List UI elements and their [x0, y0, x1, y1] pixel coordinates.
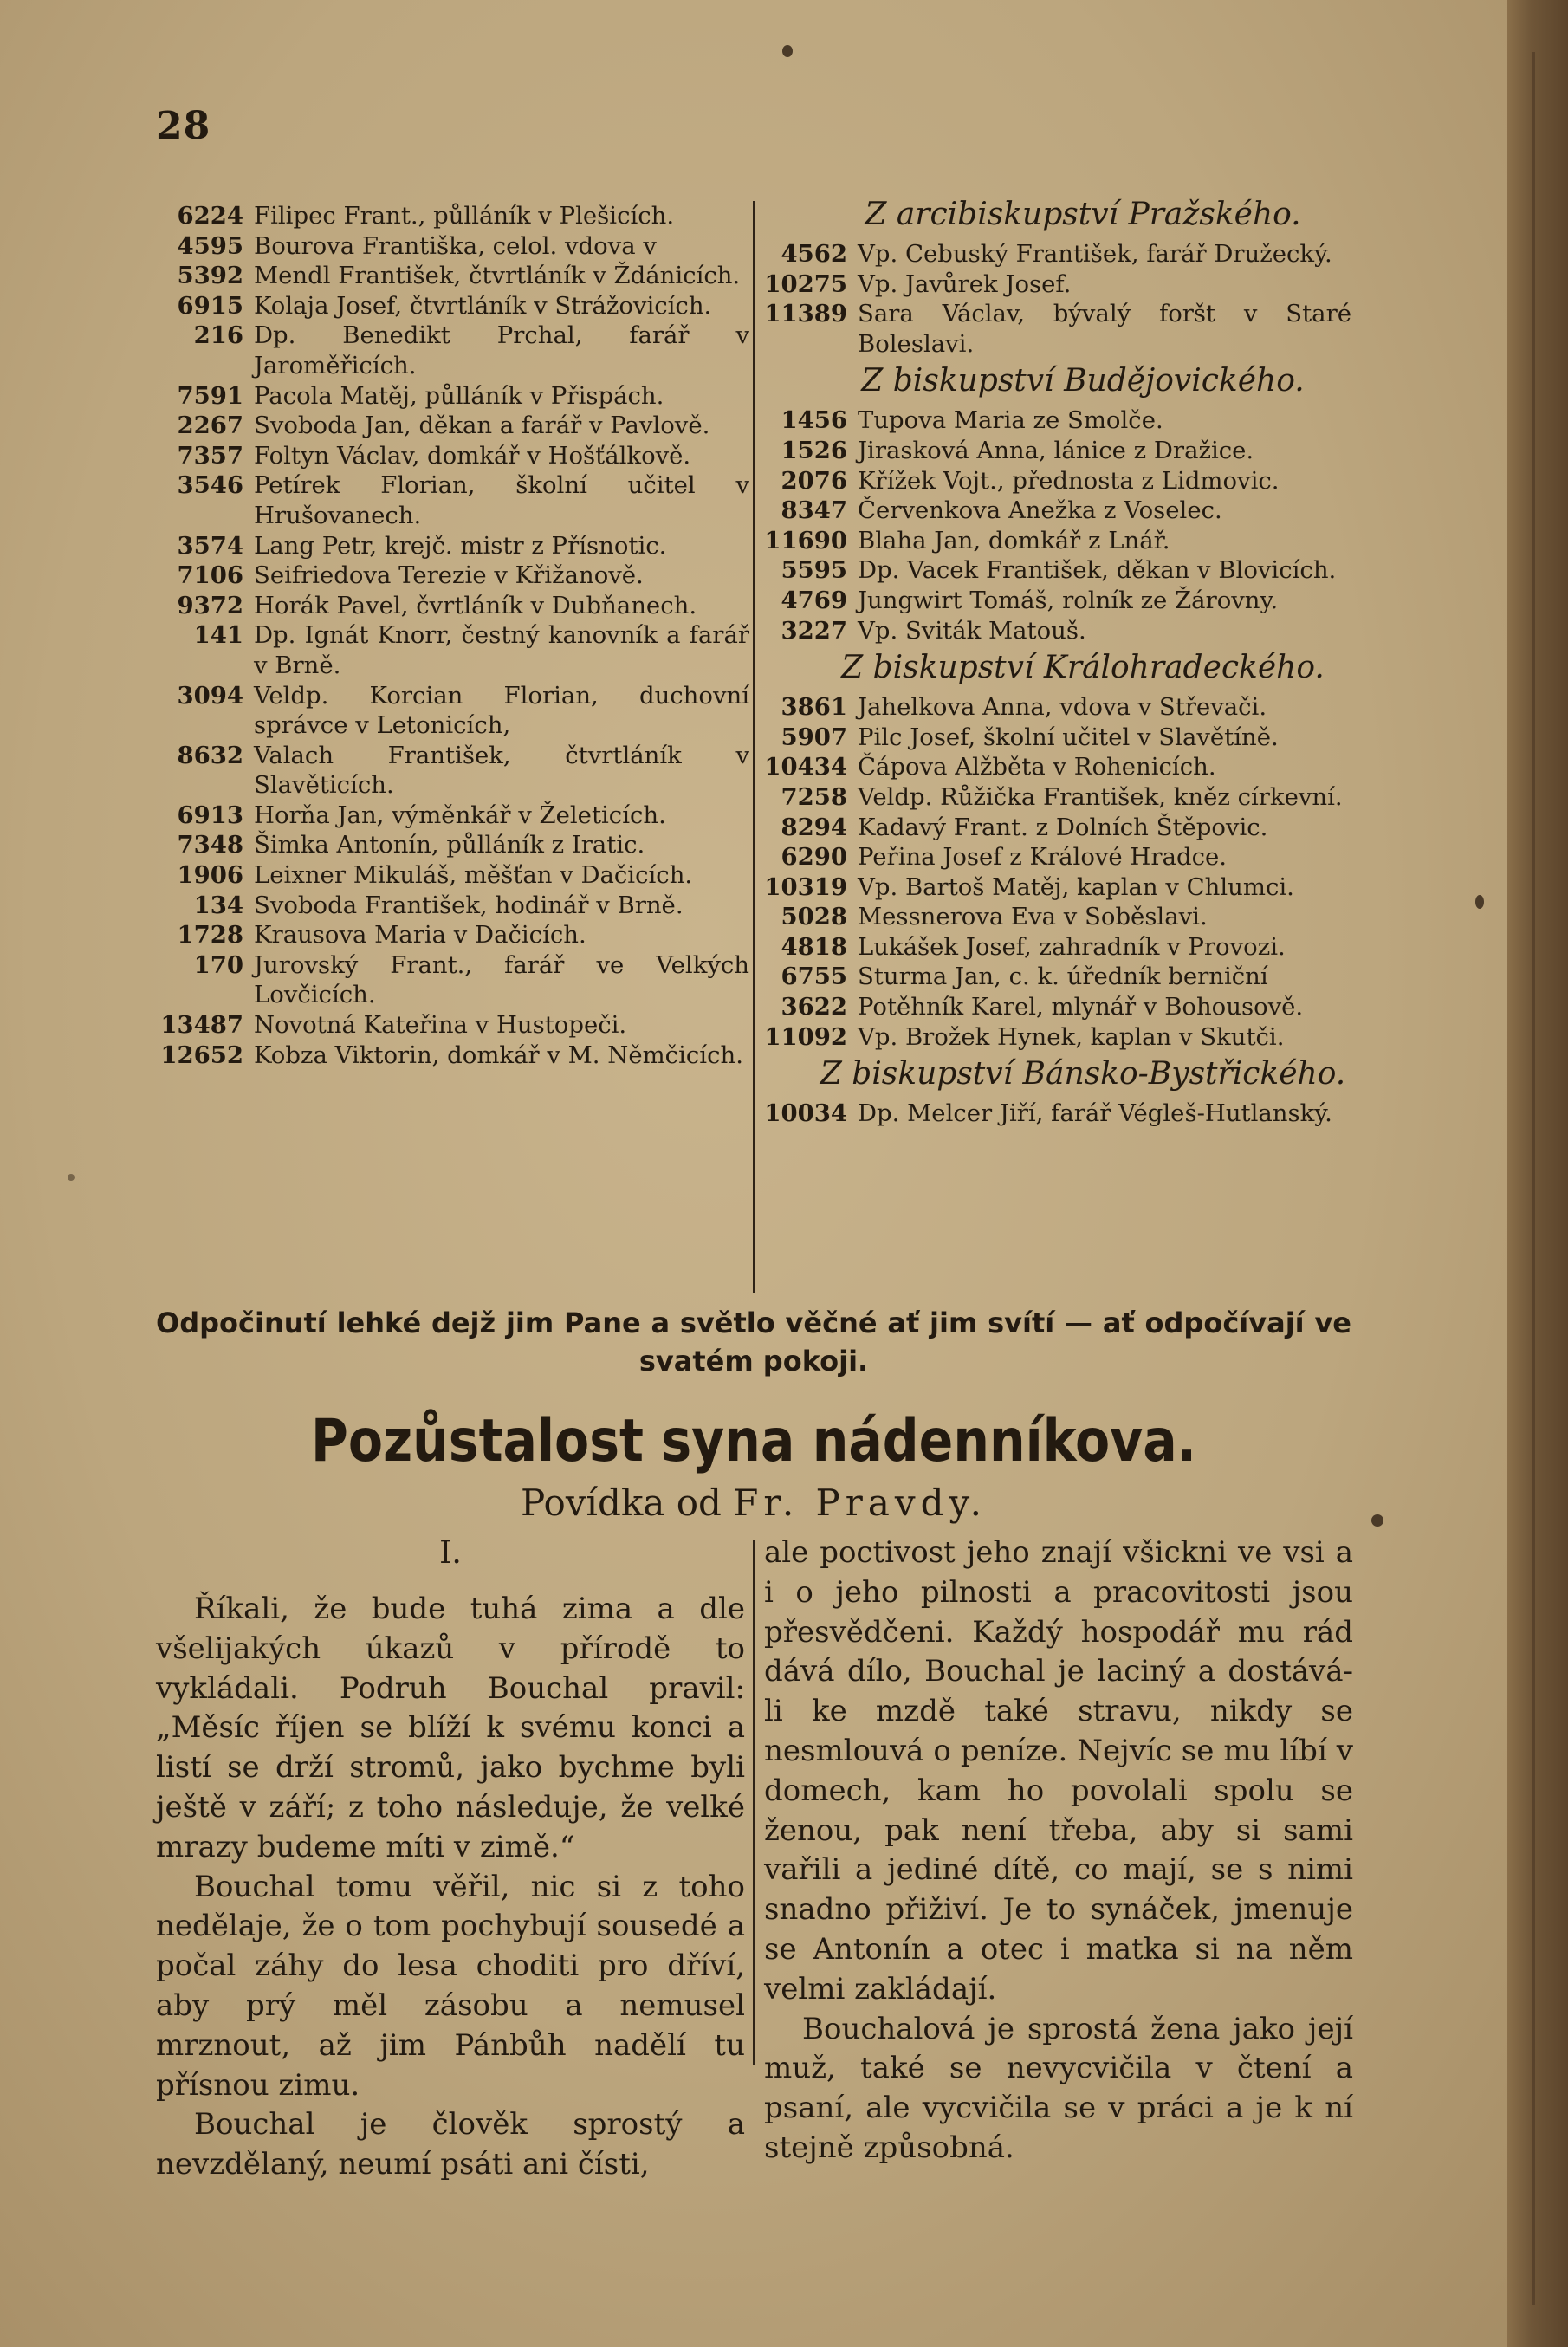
entry-text: Horňa Jan, výměnkář v Želeticích.: [254, 801, 666, 829]
obituary-entry: [152, 1041, 749, 1071]
entry-text: Dp. Ignát Knorr, čestný kanovník a farář v Brně.: [254, 621, 749, 679]
story-paragraph: ale poctivost jeho znají všickni ve vsi a i o jeho pilnosti a pracovitosti jsou přesvědčeni. Každý hospodář mu rád dává dílo, Bouchal je laciný a dostává-li ke mzdě také stravu, nikdy se nesmlouvá o peníze. Nejvíc se mu líbí v domech, kam ho povolali spolu se ženou, pak není třeba, aby si sami vařili a jediné dítě, co mají, se s nimi snadno přiživí. Je to synáček, jmenuje se Antonín a otec i matka si na něm velmi zakládají.: [764, 1535, 1353, 2007]
entry-number: 3094: [177, 681, 243, 710]
entry-number: 13487: [160, 1011, 243, 1040]
entry-text: Vp. Bartoš Matěj, kaplan v Chlumci.: [858, 872, 1294, 901]
entry-number: 3861: [781, 693, 847, 722]
entry-text: Lukášek Josef, zahradník v Provozi.: [858, 932, 1286, 961]
entry-text: Peřina Josef z Králové Hradce.: [858, 843, 1227, 872]
obituary-entry: [152, 470, 749, 530]
entry-text: Svoboda František, hodinář v Brně.: [254, 891, 684, 919]
entry-text: Seifriedova Terezie v Křižanově.: [254, 561, 644, 590]
entry-number: 4562: [781, 240, 847, 268]
entry-number: 11389: [764, 300, 847, 328]
obituary-entry: [152, 681, 749, 741]
obituary-entry: [762, 782, 1351, 813]
entry-number: 141: [193, 621, 243, 650]
entry-number: 12652: [160, 1041, 243, 1069]
entry-text: Pilc Josef, školní učitel v Slavětíně.: [858, 723, 1279, 751]
entry-text: Veldp. Korcian Florian, duchovní správce v Letonicích,: [254, 681, 749, 740]
entry-text: Dp. Benedikt Prchal, farář v Jaroměřicích.: [254, 321, 749, 379]
entry-number: 7106: [177, 561, 243, 590]
obituary-entry: [152, 741, 749, 801]
entry-number: 5907: [781, 723, 847, 751]
entry-number: 6755: [781, 963, 847, 991]
entry-number: 7348: [177, 831, 243, 859]
obituary-entry: [762, 555, 1351, 586]
story-title: Pozůstalost syna nádenníkova.: [311, 1407, 1196, 1475]
entry-text: Vp. Javůrek Josef.: [858, 269, 1072, 298]
obituary-list-left: [152, 201, 749, 1070]
entry-number: 8347: [781, 496, 847, 525]
obituary-entry: [762, 496, 1351, 526]
entry-text: Foltyn Václav, domkář v Hošťálkově.: [254, 441, 691, 470]
story-subtitle: [156, 1480, 1351, 1527]
entry-text: Valach František, čtvrtláník v Slavěticích.: [254, 741, 749, 800]
entry-number: 5595: [781, 556, 847, 585]
story-paragraph: Bouchal je člověk sprostý a nevzdělaný, neumí psáti ani čísti,: [156, 2107, 745, 2182]
entry-number: 5392: [177, 262, 243, 290]
entry-text: Petírek Florian, školní učitel v Hrušovanech.: [254, 471, 749, 529]
column-divider: [753, 201, 755, 1293]
entry-text: Mendl František, čtvrtláník v Ždánicích.: [254, 262, 741, 290]
entry-number: 10034: [764, 1099, 847, 1128]
entry-number: 3622: [781, 993, 847, 1021]
obituary-entry: [762, 692, 1351, 723]
entry-text: Dp. Vacek František, děkan v Blovicích.: [858, 556, 1337, 585]
story-column-left: [156, 1590, 745, 2185]
obituary-entry: [152, 381, 749, 412]
story-paragraph: Bouchalová je sprostá žena jako její muž, také se nevycvičila v čtení a psaní, ale vycvičila se v práci a je k ní stejně způsobná.: [764, 2011, 1353, 2165]
entry-number: 3227: [781, 616, 847, 645]
entry-text: Sara Václav, bývalý foršt v Staré Boleslavi.: [858, 300, 1351, 358]
obituary-entry: [762, 269, 1351, 300]
obituary-entry: [762, 1022, 1351, 1053]
entry-text: Jungwirt Tomáš, rolník ze Žárovny.: [858, 586, 1279, 614]
entry-text: Vp. Sviták Matouš.: [858, 616, 1086, 645]
obituary-entry: [152, 561, 749, 591]
obituary-entry: [152, 291, 749, 321]
obituary-entry: [762, 405, 1351, 436]
entry-text: Kolaja Josef, čtvrtláník v Strážovicích.: [254, 291, 712, 320]
entry-text: Dp. Melcer Jiří, farář Végleš-Hutlanský.: [858, 1099, 1332, 1128]
obituary-entry: [152, 891, 749, 921]
obituary-entry: [762, 752, 1351, 782]
entry-text: Leixner Mikuláš, měšťan v Dačicích.: [254, 861, 693, 890]
obituary-entry: [152, 860, 749, 891]
entry-number: 6290: [781, 843, 847, 872]
entry-number: 8632: [177, 741, 243, 769]
entry-text: Jirasková Anna, lánice z Dražice.: [858, 436, 1254, 464]
book-edge-line: [1532, 52, 1535, 2305]
story-paragraph: Říkali, že bude tuhá zima a dle všelijakých úkazů v přírodě to vykládali. Podruh Bouchal pravil: „Měsíc říjen se blíží k svému konci a listí se drží stromů, jako bychme byli ještě v září; z toho následuje, že velké mrazy budeme míti v zimě.“: [156, 1592, 745, 1864]
entry-text: Pacola Matěj, půlláník v Přispách.: [254, 381, 664, 410]
obituary-entry: [152, 201, 749, 231]
entry-text: Filipec Frant., půlláník v Plešicích.: [254, 202, 675, 230]
obituary-entry: [762, 466, 1351, 496]
obituary-entry: [152, 591, 749, 621]
prayer-text: Odpočinutí lehké dejž jim Pane a světlo věčné ať jim svítí — ať odpočívají ve svatém pokoji.: [156, 1306, 1351, 1378]
entry-text: Potěhník Karel, mlynář v Bohousově.: [858, 993, 1304, 1021]
entry-text: Krausova Maria v Dačicích.: [254, 921, 586, 950]
entry-number: 11690: [764, 526, 847, 554]
entry-number: 6913: [177, 801, 243, 829]
chapter-number: I.: [439, 1535, 462, 1571]
entry-number: 7258: [781, 782, 847, 811]
entry-text: Vp. Cebuský František, farář Družecký.: [858, 240, 1332, 268]
author-name: Fr. Pravdy.: [733, 1481, 988, 1524]
entry-number: 1526: [781, 436, 847, 464]
entry-number: 6224: [177, 202, 243, 230]
entry-number: 7357: [177, 441, 243, 470]
diocese-heading: Z arcibiskupství Pražského.: [865, 197, 1301, 232]
entry-text: Křížek Vojt., přednosta z Lidmovic.: [858, 466, 1280, 495]
paper-spot: [1475, 895, 1484, 909]
entry-number: 10275: [764, 269, 847, 298]
obituary-entry: [762, 932, 1351, 963]
entry-number: 8294: [781, 813, 847, 841]
obituary-entry: [762, 842, 1351, 872]
obituary-entry: [152, 620, 749, 680]
obituary-entry: [762, 239, 1351, 269]
obituary-entry: [762, 586, 1351, 616]
entry-number: 2076: [781, 466, 847, 495]
entry-text: Sturma Jan, c. k. úředník berniční: [858, 963, 1268, 991]
obituary-entry: [762, 616, 1351, 646]
paper-spot: [1371, 1514, 1383, 1527]
entry-text: Messnerova Eva v Soběslavi.: [858, 903, 1208, 931]
entry-text: Jahelkova Anna, vdova v Střevači.: [858, 693, 1267, 722]
obituary-entry: [762, 962, 1351, 992]
entry-number: 4769: [781, 586, 847, 614]
book-edge: [1507, 0, 1568, 2347]
entry-number: 1728: [177, 921, 243, 950]
story-paragraph: Bouchal tomu věřil, nic si z toho nedělaje, že o tom pochybují sousedé a počal záhy do lesa choditi pro dříví, aby prý měl zásobu a nemusel mrznout, až jim Pánbůh nadělí tu přísnou zimu.: [156, 1869, 745, 2103]
entry-number: 170: [193, 950, 243, 979]
entry-number: 216: [193, 321, 243, 350]
entry-number: 134: [193, 891, 243, 919]
obituary-entry: [152, 231, 749, 262]
entry-text: Čápova Alžběta v Rohenicích.: [858, 753, 1216, 781]
story-column-right: [764, 1533, 1353, 2169]
entry-text: Kobza Viktorin, domkář v M. Němčicích.: [254, 1041, 743, 1069]
story-column-divider: [753, 1540, 755, 2065]
obituary-entry: [762, 1099, 1351, 1129]
diocese-heading: Z biskupství Bánsko-Bystřického.: [820, 1056, 1346, 1092]
obituary-entry: [152, 531, 749, 561]
obituary-entry: [152, 830, 749, 860]
entry-text: Lang Petr, krejč. mistr z Přísnotic.: [254, 531, 667, 560]
obituary-entry: [152, 441, 749, 471]
obituary-entry: [762, 436, 1351, 466]
entry-number: 5028: [781, 903, 847, 931]
entry-number: 11092: [764, 1022, 847, 1051]
obituary-entry: [152, 321, 749, 380]
entry-text: Jurovský Frant., farář ve Velkých Lovčicích.: [254, 950, 749, 1009]
obituary-list-right: [762, 192, 1351, 1129]
obituary-entry: [762, 902, 1351, 932]
paper-spot: [68, 1174, 75, 1181]
entry-text: Vp. Brožek Hynek, kaplan v Skutči.: [858, 1022, 1285, 1051]
entry-text: Tupova Maria ze Smolče.: [858, 406, 1163, 435]
entry-number: 3546: [177, 471, 243, 500]
entry-number: 1456: [781, 406, 847, 435]
obituary-entry: [762, 992, 1351, 1022]
entry-number: 9372: [177, 591, 243, 619]
page-number: 28: [156, 104, 211, 148]
diocese-heading: Z biskupství Budějovického.: [861, 363, 1305, 399]
entry-number: 10319: [764, 872, 847, 901]
entry-text: Červenkova Anežka z Voselec.: [858, 496, 1222, 525]
entry-text: Horák Pavel, čvrtláník v Dubňanech.: [254, 591, 697, 619]
entry-text: Novotná Kateřina v Hustopeči.: [254, 1011, 627, 1040]
subtitle-prefix: Povídka od: [520, 1481, 722, 1524]
entry-text: Bourova Františka, celol. vdova v: [254, 231, 657, 260]
entry-text: Blaha Jan, domkář z Lnář.: [858, 526, 1170, 554]
diocese-heading: Z biskupství Králohradeckého.: [841, 650, 1325, 686]
entry-text: Veldp. Růžička František, kněz církevní.: [858, 782, 1343, 811]
entry-number: 4818: [781, 932, 847, 961]
obituary-entry: [762, 723, 1351, 753]
obituary-entry: [152, 950, 749, 1010]
obituary-entry: [152, 801, 749, 831]
entry-number: 4595: [177, 231, 243, 260]
obituary-entry: [152, 261, 749, 291]
entry-number: 7591: [177, 381, 243, 410]
entry-text: Šimka Antonín, půlláník z Iratic.: [254, 831, 645, 859]
obituary-entry: [762, 813, 1351, 843]
entry-number: 10434: [764, 753, 847, 781]
entry-number: 6915: [177, 291, 243, 320]
entry-text: Svoboda Jan, děkan a farář v Pavlově.: [254, 412, 710, 440]
entry-number: 2267: [177, 412, 243, 440]
entry-number: 1906: [177, 861, 243, 890]
obituary-entry: [152, 1010, 749, 1041]
obituary-entry: [762, 526, 1351, 556]
entry-number: 3574: [177, 531, 243, 560]
paper-spot: [782, 45, 793, 57]
obituary-entry: [152, 411, 749, 441]
entry-text: Kadavý Frant. z Dolních Štěpovic.: [858, 813, 1268, 841]
obituary-entry: [152, 920, 749, 950]
obituary-entry: [762, 872, 1351, 903]
obituary-entry: [762, 299, 1351, 359]
